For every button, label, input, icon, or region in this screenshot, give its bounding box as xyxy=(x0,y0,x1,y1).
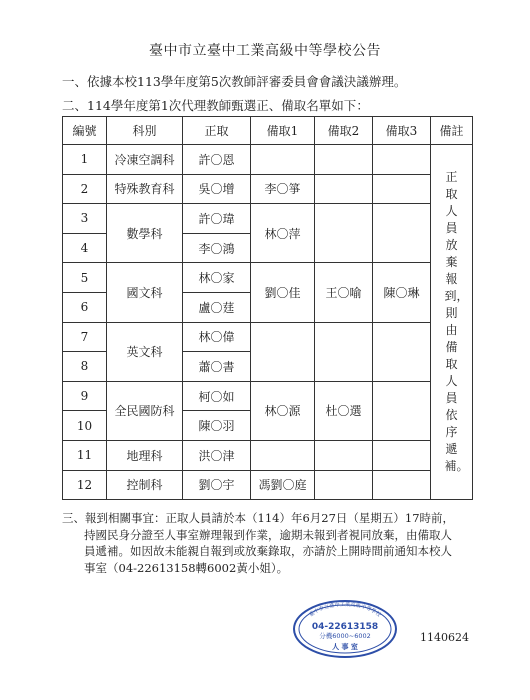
alt3-cell: 陳〇琳 xyxy=(373,263,431,322)
alt2-cell xyxy=(315,322,373,381)
subject-cell: 英文科 xyxy=(107,322,183,381)
alt1-cell: 林〇萍 xyxy=(251,204,315,263)
row-number: 8 xyxy=(63,352,107,382)
alt2-cell xyxy=(315,174,373,204)
col-header: 科別 xyxy=(107,117,183,145)
main-cell: 蕭〇書 xyxy=(183,352,251,382)
table-row xyxy=(63,440,473,470)
row-number: 1 xyxy=(63,145,107,175)
col-header: 編號 xyxy=(63,117,107,145)
alt1-cell: 李〇箏 xyxy=(251,174,315,204)
alt1-cell xyxy=(251,440,315,470)
subject-cell: 冷凍空調科 xyxy=(107,145,183,175)
row-number: 7 xyxy=(63,322,107,352)
seal-ext: 分機6000~6002 xyxy=(319,632,371,640)
subject-cell: 全民國防科 xyxy=(107,381,183,440)
alt2-cell: 王〇喻 xyxy=(315,263,373,322)
alt2-cell: 杜〇選 xyxy=(315,381,373,440)
row-number: 10 xyxy=(63,411,107,441)
item-reporting xyxy=(62,510,462,576)
candidate-table xyxy=(62,116,473,500)
main-cell: 劉〇宇 xyxy=(183,470,251,500)
row-number: 9 xyxy=(63,381,107,411)
alt1-cell: 馮劉〇庭 xyxy=(251,470,315,500)
alt1-cell xyxy=(251,145,315,175)
alt2-cell xyxy=(315,470,373,500)
subject-cell: 國文科 xyxy=(107,263,183,322)
row-number: 12 xyxy=(63,470,107,500)
row-number: 11 xyxy=(63,440,107,470)
table-row xyxy=(63,204,473,234)
main-cell: 林〇家 xyxy=(183,263,251,293)
alt3-cell xyxy=(373,381,431,440)
seal-phone: 04-22613158 xyxy=(311,622,379,632)
table-row xyxy=(63,145,473,175)
main-cell: 盧〇莛 xyxy=(183,292,251,322)
table-header-row xyxy=(63,117,473,145)
alt3-cell xyxy=(373,204,431,263)
table-row xyxy=(63,174,473,204)
col-header: 備取2 xyxy=(315,117,373,145)
subject-cell: 地理科 xyxy=(107,440,183,470)
main-cell: 許〇恩 xyxy=(183,145,251,175)
item-basis: 一、依據本校113學年度第5次教師評審委員會會議決議辦理。 xyxy=(62,74,407,89)
alt2-cell xyxy=(315,145,373,175)
seal-org-text: 臺中市立臺中工業高級中等學校 xyxy=(308,601,382,619)
subject-cell: 數學科 xyxy=(107,204,183,263)
subject-cell: 控制科 xyxy=(107,470,183,500)
row-number: 3 xyxy=(63,204,107,234)
col-header: 備取1 xyxy=(251,117,315,145)
item-list-intro: 二、114學年度第1次代理教師甄選正、備取名單如下： xyxy=(62,98,369,113)
main-cell: 吳〇增 xyxy=(183,174,251,204)
notice-title: 臺中市立臺中工業高級中等學校公告 xyxy=(149,43,381,59)
table-row xyxy=(63,263,473,293)
main-cell: 洪〇津 xyxy=(183,440,251,470)
alt1-cell: 林〇源 xyxy=(251,381,315,440)
alt1-cell xyxy=(251,322,315,381)
alt3-cell xyxy=(373,174,431,204)
reporting-text: 三、報到相關事宜：正取人員請於本（114）年6月27日（星期五）17時前，持國民身分證至人事室辦理報到作業，逾期未報到者視同放棄，由備取人員遞補。如因故未能親自報到或放棄錄取，亦請於上開時間前通知本校人事室（04-22613158轉6002黃小姐）。 xyxy=(62,511,455,575)
main-cell: 許〇瑋 xyxy=(183,204,251,234)
main-cell: 柯〇如 xyxy=(183,381,251,411)
seal-dept: 人 事 室 xyxy=(332,643,358,651)
col-header: 備取3 xyxy=(373,117,431,145)
row-number: 5 xyxy=(63,263,107,293)
personnel-office-seal xyxy=(292,598,398,658)
alt3-cell xyxy=(373,145,431,175)
note-cell xyxy=(431,145,473,500)
document-number: 1140624 xyxy=(420,631,469,644)
main-cell: 李〇鴻 xyxy=(183,233,251,263)
alt3-cell xyxy=(373,322,431,381)
col-header: 正取 xyxy=(183,117,251,145)
alt2-cell xyxy=(315,440,373,470)
row-number: 2 xyxy=(63,174,107,204)
table-row xyxy=(63,322,473,352)
alt2-cell xyxy=(315,204,373,263)
col-header: 備註 xyxy=(431,117,473,145)
alt3-cell xyxy=(373,440,431,470)
note-text: 正取人員放棄報到，則由備取人員依序遞補。 xyxy=(444,170,469,474)
row-number: 6 xyxy=(63,292,107,322)
table-row xyxy=(63,381,473,411)
main-cell: 陳〇羽 xyxy=(183,411,251,441)
subject-cell: 特殊教育科 xyxy=(107,174,183,204)
main-cell: 林〇偉 xyxy=(183,322,251,352)
alt1-cell: 劉〇佳 xyxy=(251,263,315,322)
alt3-cell xyxy=(373,470,431,500)
table-row xyxy=(63,470,473,500)
row-number: 4 xyxy=(63,233,107,263)
